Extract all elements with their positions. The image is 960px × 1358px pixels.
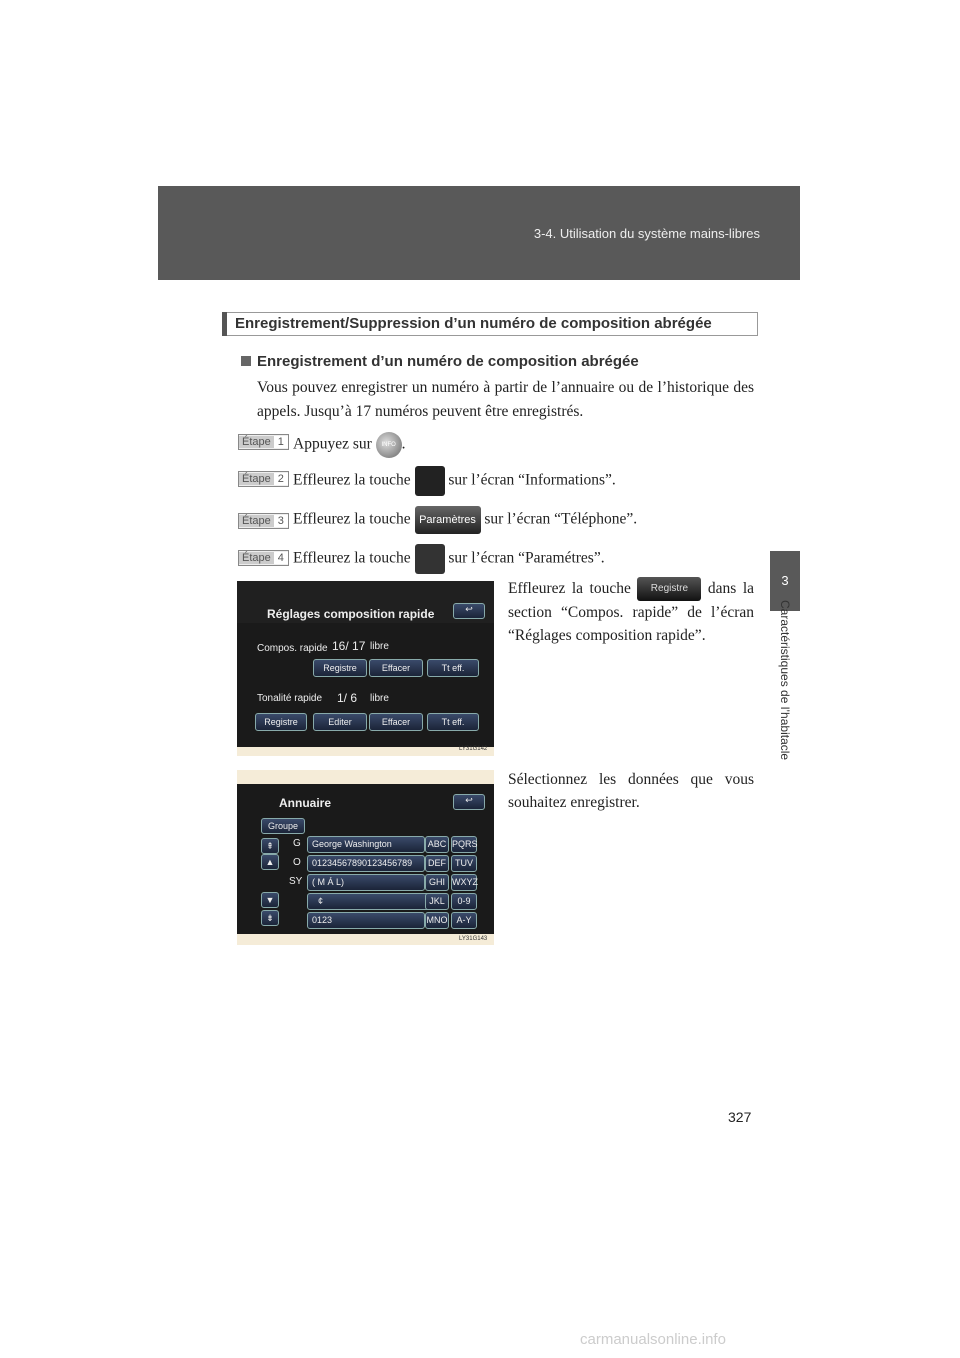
- step-number: 2: [274, 473, 288, 485]
- tonalite-count: 1/ 6: [337, 691, 358, 705]
- step-tag: [238, 471, 289, 487]
- compos-count: 16/ 17: [332, 639, 366, 653]
- step-word: Étape: [239, 473, 274, 485]
- back-arrow-icon: ↩: [453, 794, 485, 810]
- editer-button: Editer: [313, 713, 367, 731]
- step-tag: [238, 513, 289, 529]
- contact-row: 01234567890123456789: [307, 855, 425, 872]
- image-code: LY31G142: [459, 746, 488, 752]
- contact-row: ( M Á L): [307, 874, 425, 891]
- image-code: LY31G143: [459, 936, 488, 942]
- step-word: Étape: [239, 515, 274, 527]
- parametres-button-image: Paramètres: [415, 506, 481, 534]
- tonalite-libre: libre: [370, 693, 389, 704]
- chapter-label: Caractéristiques de l’habitacle: [778, 600, 792, 761]
- step-2-after: sur l’écran “Informations”.: [448, 471, 616, 489]
- section-title: Enregistrement/Suppression d’un numéro de composition abrégée: [235, 315, 712, 332]
- step-number: 4: [274, 552, 288, 564]
- groupe-button: Groupe: [261, 818, 305, 834]
- step-3-after: sur l’écran “Téléphone”.: [484, 510, 638, 528]
- step-4-after: sur l’écran “Paramétres”.: [448, 549, 605, 567]
- step-tag: [238, 550, 289, 566]
- page-down-icon: ⇟: [261, 910, 279, 926]
- step-3-text: Effleurez la touche: [293, 510, 411, 528]
- section-heading: [222, 312, 758, 336]
- scroll-up-icon: ▲: [261, 854, 279, 870]
- step-1-after: .: [401, 435, 406, 453]
- step-number: 3: [274, 515, 288, 527]
- screen-title: Annuaire: [279, 796, 332, 810]
- tonalite-label: Tonalité rapide: [257, 693, 323, 704]
- step-4-line: [293, 544, 605, 574]
- tout-effacer-button: Tt eff.: [427, 659, 479, 677]
- contact-row: George Washington: [307, 836, 425, 853]
- step-2-text: Effleurez la touche: [293, 471, 411, 489]
- key-button: A-Y: [451, 912, 477, 929]
- key-button: JKL: [425, 893, 449, 910]
- step-number: 1: [274, 436, 288, 448]
- registre-button-image: Registre: [637, 577, 701, 601]
- info-button-icon: INFO: [376, 432, 402, 458]
- registre-button: Registre: [255, 713, 307, 731]
- scroll-down-icon: ▼: [261, 892, 279, 908]
- step-2-line: [293, 466, 616, 496]
- section-accent: [222, 312, 227, 336]
- header-title: 3-4. Utilisation du système mains-libres: [533, 226, 760, 241]
- key-button: TUV: [451, 855, 477, 872]
- key-button: WXYZ: [451, 874, 477, 891]
- step-5-before: Effleurez la touche: [508, 580, 631, 597]
- subsection-title: Enregistrement d’un numéro de composition abrégée: [257, 353, 639, 370]
- contact-row: 0123: [307, 912, 425, 929]
- key-button: GHI: [425, 874, 449, 891]
- square-bullet-icon: [241, 356, 251, 366]
- effacer-button: Effacer: [369, 713, 423, 731]
- watermark: carmanualsonline.info: [580, 1331, 726, 1348]
- step-5-text: [508, 577, 754, 647]
- key-button: DEF: [425, 855, 449, 872]
- step-1-text: Appuyez sur: [293, 435, 372, 453]
- step-6-text: Sélectionnez les données que vous souhaitez enregistrer.: [508, 771, 754, 811]
- step-1-line: [293, 432, 406, 458]
- page-header: [158, 186, 800, 280]
- index-letter: SY: [289, 876, 303, 887]
- key-button: MNO: [425, 912, 449, 929]
- compos-libre: libre: [370, 641, 389, 652]
- step-word: Étape: [239, 436, 274, 448]
- step-tag: [238, 434, 289, 450]
- page-number: 327: [728, 1109, 752, 1125]
- tout-effacer-button: Tt eff.: [427, 713, 479, 731]
- back-arrow-icon: ↩: [453, 603, 485, 619]
- index-letter: O: [293, 857, 301, 868]
- speed-dial-screen: [237, 581, 494, 756]
- contact-row: ¢: [307, 893, 431, 910]
- speed-dial-settings-icon: [415, 544, 445, 574]
- step-word: Étape: [239, 552, 274, 564]
- chapter-tab: 3: [770, 551, 800, 611]
- screen-title: Réglages composition rapide: [267, 607, 435, 621]
- telephone-button-icon: [415, 466, 445, 496]
- page-up-icon: ⇞: [261, 838, 279, 854]
- phonebook-screen: [237, 770, 494, 945]
- step-5-after: dans la section “Compos. rapide” de l’écran “Réglages composition rapide”.: [508, 580, 755, 645]
- intro-paragraph: Vous pouvez enregistrer un numéro à partir de l’annuaire ou de l’historique des appels. Jusqu’à 17 numéros peuvent être enregistrés.: [257, 379, 754, 420]
- step-4-text: Effleurez la touche: [293, 549, 411, 567]
- key-button: ABC: [425, 836, 449, 853]
- registre-button: Registre: [313, 659, 367, 677]
- index-letter: G: [293, 838, 301, 849]
- subsection-heading: [241, 353, 639, 370]
- key-button: 0-9: [451, 893, 477, 910]
- step-3-line: [293, 506, 637, 534]
- compos-label: Compos. rapide: [257, 643, 328, 654]
- key-button: PQRS: [451, 836, 477, 853]
- effacer-button: Effacer: [369, 659, 423, 677]
